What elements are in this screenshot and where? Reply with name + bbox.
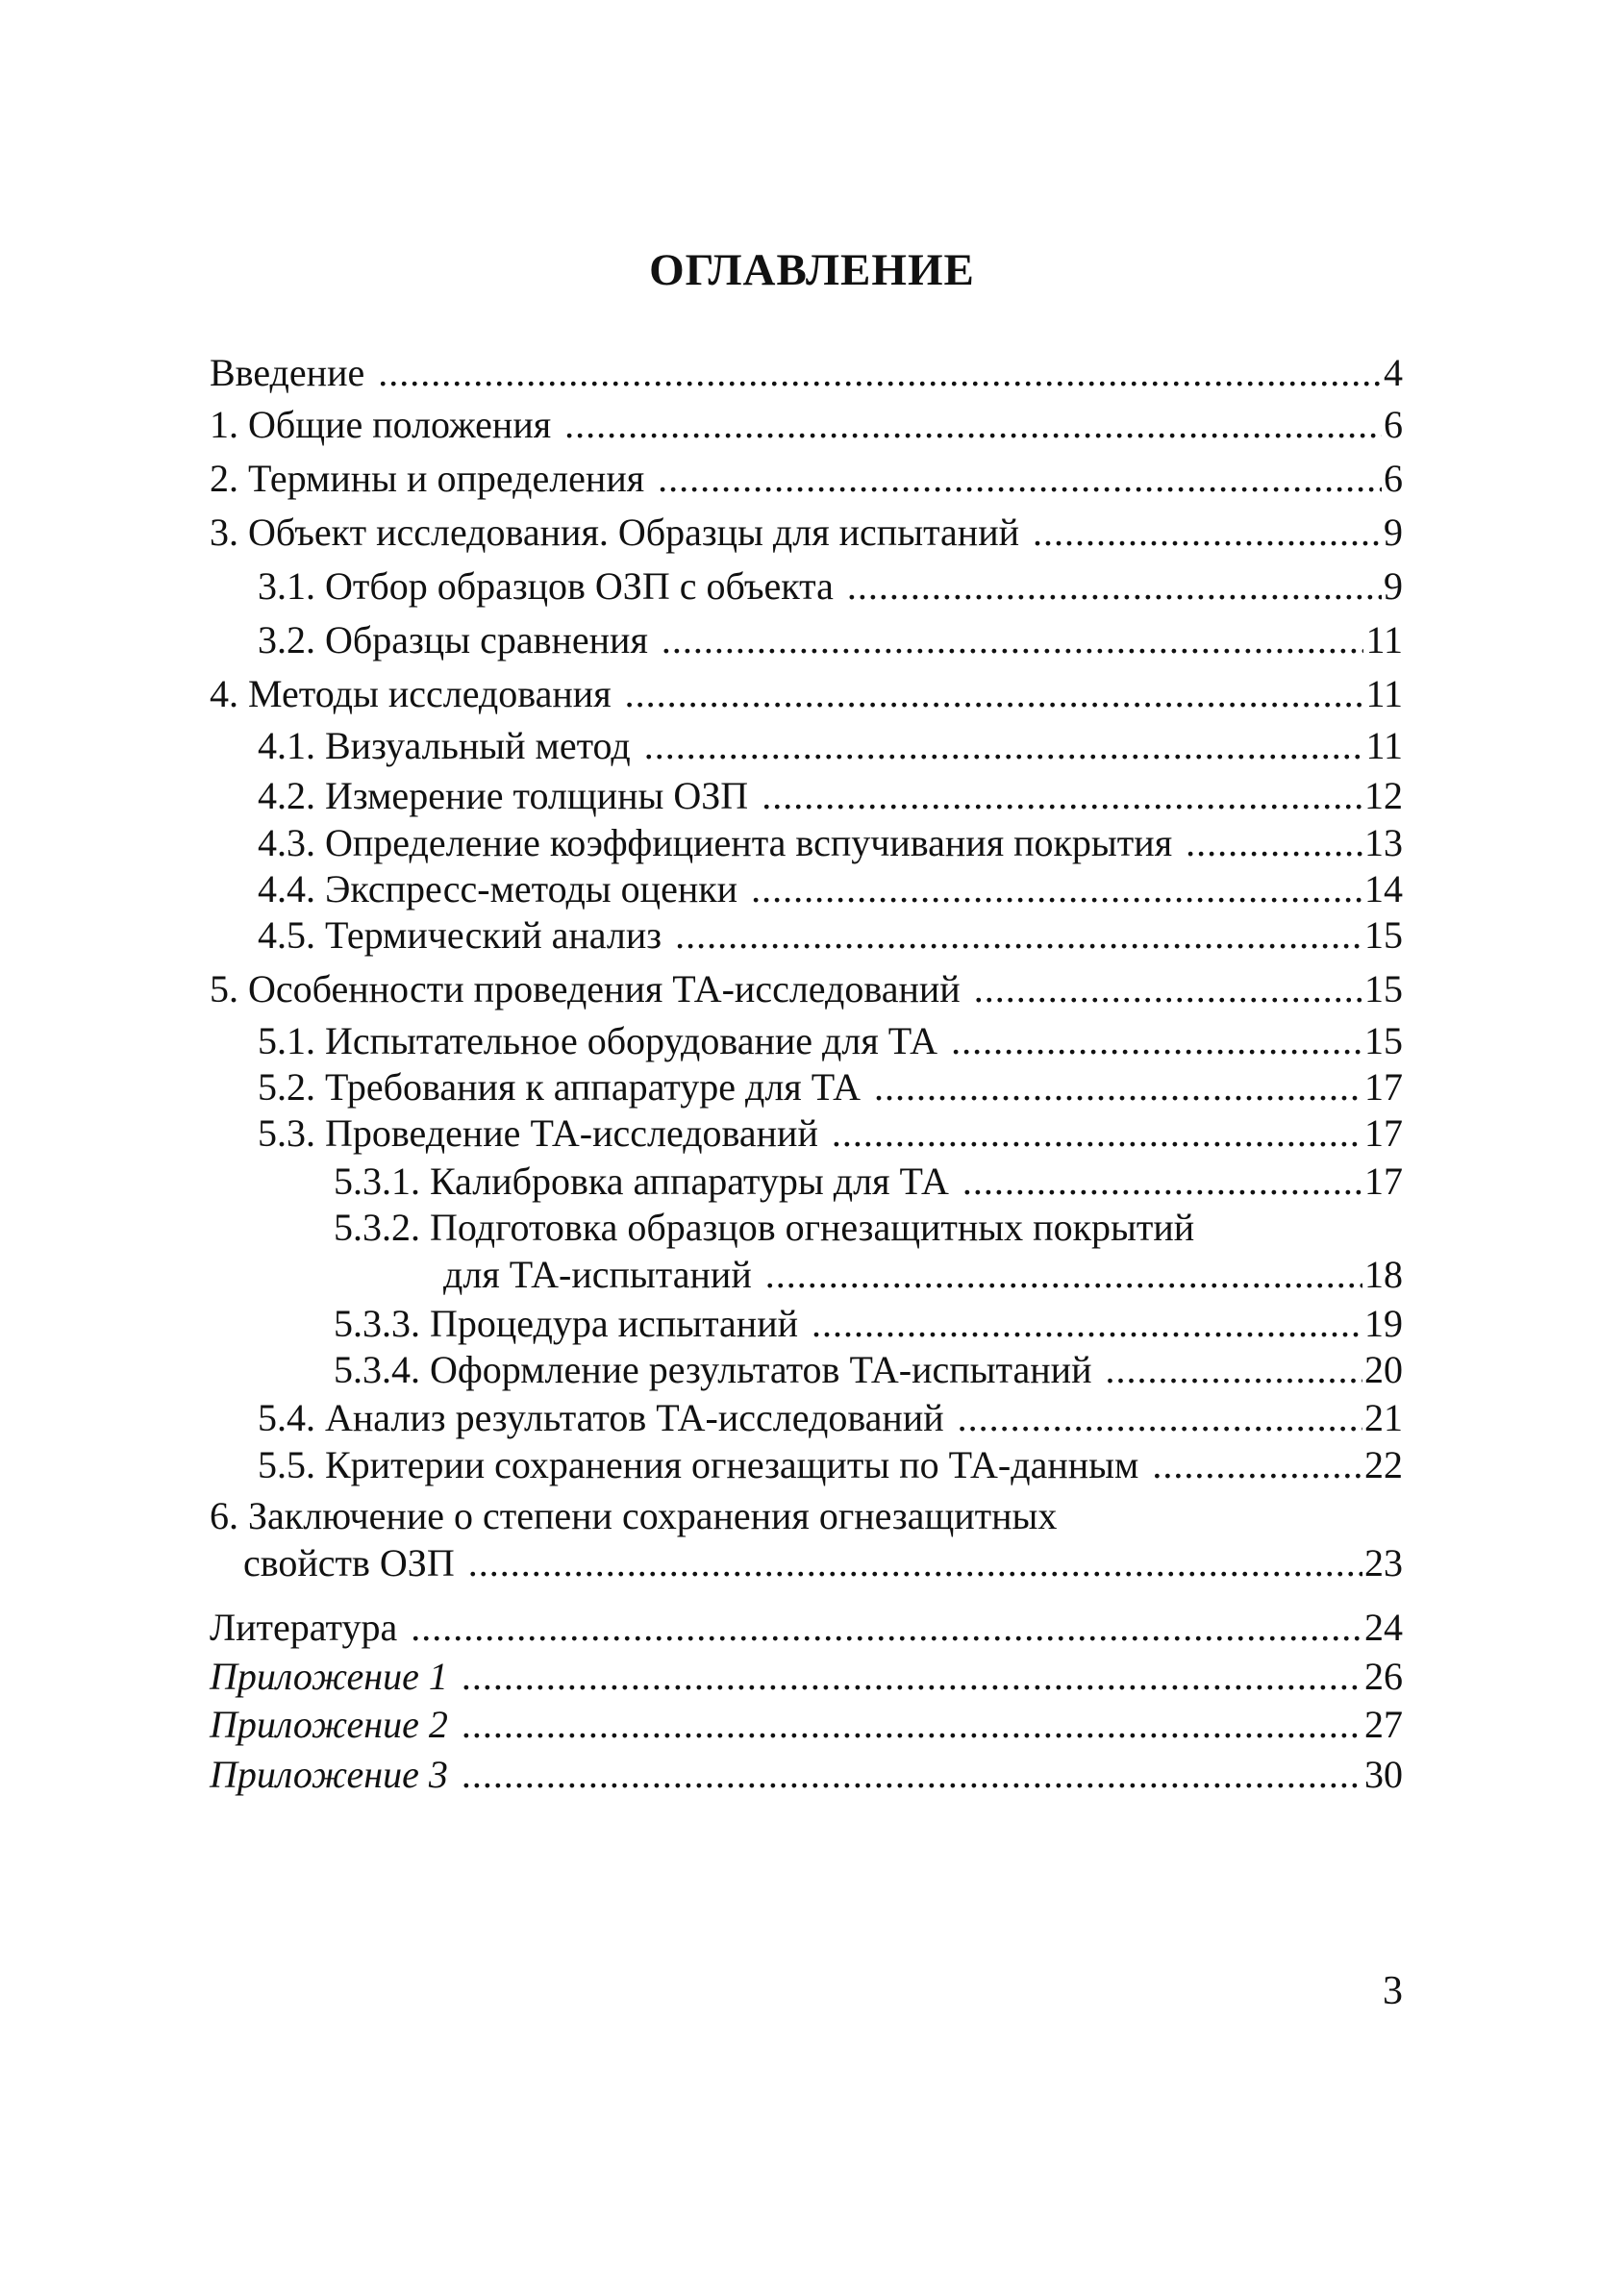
- dot-leader: [762, 773, 1362, 819]
- dot-leader: [1105, 1347, 1362, 1393]
- toc-entry-title: 3.1. Отбор образцов ОЗП с объекта: [258, 564, 834, 608]
- dot-leader: [974, 966, 1362, 1012]
- toc-row: [258, 617, 1403, 663]
- toc-row: [210, 966, 1403, 1012]
- page-title: ОГЛАВЛЕНИЕ: [649, 245, 975, 295]
- toc-row: [258, 820, 1403, 866]
- dot-leader: [564, 402, 1382, 448]
- dot-leader: [951, 1018, 1362, 1064]
- dot-leader: [812, 1301, 1362, 1347]
- toc-entry[interactable]: [0, 1018, 1624, 1064]
- dot-leader: [462, 1654, 1362, 1700]
- toc-entry-title-continuation: для ТА-испытаний: [443, 1253, 752, 1296]
- toc-entry[interactable]: [0, 1494, 1624, 1586]
- dot-leader: [847, 563, 1382, 610]
- dot-leader: [958, 1395, 1362, 1441]
- toc-entry[interactable]: [0, 1442, 1624, 1488]
- toc-entry[interactable]: [0, 912, 1624, 959]
- toc-row: [258, 866, 1403, 912]
- toc-entry-title: 4.3. Определение коэффициента вспучивания покрытия: [258, 821, 1173, 864]
- toc-row: [210, 350, 1403, 396]
- toc-entry-title: 2. Термины и определения: [210, 457, 645, 500]
- toc-entry-title: 4. Методы исследования: [210, 672, 612, 715]
- toc-entry-title: 4.2. Измерение толщины ОЗП: [258, 774, 749, 817]
- toc-row: [258, 563, 1403, 610]
- toc-page-number: 4: [1384, 351, 1403, 394]
- toc-row: [243, 1540, 1403, 1586]
- dot-leader: [644, 723, 1364, 769]
- toc-entry-title: 5.3.2. Подготовка образцов огнезащитных покрытий: [334, 1206, 1195, 1249]
- dot-leader: [411, 1605, 1362, 1651]
- toc-entry-title: 4.1. Визуальный метод: [258, 724, 631, 767]
- page-number: 3: [1383, 1969, 1403, 2013]
- toc-row: [258, 1018, 1403, 1064]
- toc-entry-title: Приложение 1: [210, 1655, 448, 1698]
- toc-page-number: 9: [1384, 564, 1403, 608]
- toc-row: [334, 1159, 1403, 1205]
- toc-row: [210, 671, 1403, 717]
- toc-entry-title: 5.3. Проведение ТА-исследований: [258, 1111, 818, 1155]
- dot-leader: [462, 1702, 1362, 1748]
- toc-row: [258, 773, 1403, 819]
- toc-entry[interactable]: [0, 617, 1624, 663]
- toc-entry-title: 5.5. Критерии сохранения огнезащиты по ТА-данным: [258, 1443, 1139, 1486]
- dot-leader: [1186, 820, 1362, 866]
- toc-page-number: 11: [1365, 618, 1403, 661]
- dot-leader: [378, 350, 1382, 396]
- toc-page-number: 18: [1364, 1253, 1403, 1296]
- toc-entry[interactable]: [0, 563, 1624, 610]
- toc-entry[interactable]: [0, 723, 1624, 769]
- toc-entry[interactable]: [0, 1395, 1624, 1441]
- toc-page-number: 19: [1364, 1302, 1403, 1345]
- toc-entry-title: Введение: [210, 351, 365, 394]
- toc-entry[interactable]: [0, 671, 1624, 717]
- toc-page-number: 6: [1384, 403, 1403, 446]
- toc-entry[interactable]: [0, 1064, 1624, 1110]
- toc-row: [210, 402, 1403, 448]
- toc-page-number: 9: [1384, 511, 1403, 554]
- dot-leader: [625, 671, 1364, 717]
- toc-row: [258, 723, 1403, 769]
- toc-entry-title: 4.4. Экспресс-методы оценки: [258, 867, 738, 910]
- toc-entry[interactable]: [0, 866, 1624, 912]
- toc-page-number: 12: [1364, 774, 1403, 817]
- dot-leader: [765, 1252, 1362, 1298]
- toc-page-number: 23: [1364, 1541, 1403, 1584]
- toc-page-number: 26: [1364, 1655, 1403, 1698]
- toc-entry-title: 5.3.4. Оформление результатов ТА-испытаний: [334, 1348, 1092, 1391]
- dot-leader: [658, 456, 1382, 502]
- toc-entry-title: 5.2. Требования к аппаратуре для ТА: [258, 1065, 862, 1109]
- toc-entry[interactable]: [0, 820, 1624, 866]
- toc-entry-title-continuation: свойств ОЗП: [243, 1541, 455, 1584]
- toc-row: [258, 912, 1403, 959]
- dot-leader: [662, 617, 1364, 663]
- toc-entry[interactable]: [0, 402, 1624, 448]
- toc-entry-title: 3.2. Образцы сравнения: [258, 618, 648, 661]
- toc-page-number: 15: [1364, 967, 1403, 1010]
- toc-entry-title: Приложение 2: [210, 1703, 448, 1746]
- toc-entry[interactable]: [0, 456, 1624, 502]
- toc-entry[interactable]: [0, 1654, 1624, 1700]
- dot-leader: [874, 1064, 1362, 1110]
- toc-row: [210, 1605, 1403, 1651]
- toc-row: [258, 1064, 1403, 1110]
- toc-entry-title: 5.3.1. Калибровка аппаратуры для ТА: [334, 1160, 949, 1203]
- toc-entry-title: 5. Особенности проведения ТА-исследований: [210, 967, 961, 1010]
- dot-leader: [1033, 510, 1382, 556]
- toc-entry[interactable]: [0, 510, 1624, 556]
- toc-entry[interactable]: [0, 1206, 1624, 1298]
- toc-entry-title: 4.5. Термический анализ: [258, 913, 662, 957]
- toc-entry-title: 5.4. Анализ результатов ТА-исследований: [258, 1396, 944, 1439]
- toc-entry[interactable]: [0, 1702, 1624, 1748]
- toc-entry[interactable]: [0, 1605, 1624, 1651]
- toc-page-number: 11: [1365, 672, 1403, 715]
- toc-entry-title: 1. Общие положения: [210, 403, 552, 446]
- dot-leader: [675, 912, 1362, 959]
- toc-entry[interactable]: [0, 1110, 1624, 1157]
- toc-entry-title: 6. Заключение о степени сохранения огнезащитных: [210, 1494, 1058, 1537]
- toc-entry[interactable]: [0, 350, 1624, 396]
- toc-page-number: 14: [1364, 867, 1403, 910]
- toc-page-number: 20: [1364, 1348, 1403, 1391]
- toc-page-number: 17: [1364, 1160, 1403, 1203]
- toc-row: [210, 1702, 1403, 1748]
- toc-row: [258, 1395, 1403, 1441]
- toc-page-number: 21: [1364, 1396, 1403, 1439]
- toc-row: [334, 1301, 1403, 1347]
- toc-entry[interactable]: [0, 966, 1624, 1012]
- toc-page-number: 22: [1364, 1443, 1403, 1486]
- toc-page-number: 27: [1364, 1703, 1403, 1746]
- toc-row: [443, 1252, 1403, 1298]
- toc-row: [210, 1752, 1403, 1798]
- toc-page-number: 17: [1364, 1111, 1403, 1155]
- dot-leader: [751, 866, 1362, 912]
- toc-page-number: 15: [1364, 913, 1403, 957]
- toc-row: [210, 456, 1403, 502]
- toc-row: [210, 1654, 1403, 1700]
- dot-leader: [468, 1540, 1362, 1586]
- toc-entry[interactable]: [0, 1752, 1624, 1798]
- toc-page-number: 13: [1364, 821, 1403, 864]
- toc-page-number: 24: [1364, 1606, 1403, 1649]
- toc-page-number: 15: [1364, 1019, 1403, 1062]
- toc-row: [258, 1110, 1403, 1157]
- toc-entry-title: Приложение 3: [210, 1753, 448, 1796]
- toc-entry[interactable]: [0, 1159, 1624, 1205]
- toc-entry-title: 3. Объект исследования. Образцы для испытаний: [210, 511, 1020, 554]
- dot-leader: [832, 1110, 1362, 1157]
- dot-leader: [462, 1752, 1362, 1798]
- toc-page-number: 11: [1365, 724, 1403, 767]
- toc-entry[interactable]: [0, 1301, 1624, 1347]
- toc-row: [210, 510, 1403, 556]
- toc-entry-title: Литература: [210, 1606, 398, 1649]
- dot-leader: [962, 1159, 1362, 1205]
- toc-entry-title: 5.1. Испытательное оборудование для ТА: [258, 1019, 938, 1062]
- toc-page-number: 17: [1364, 1065, 1403, 1109]
- toc-page-number: 6: [1384, 457, 1403, 500]
- toc-entry[interactable]: [0, 773, 1624, 819]
- toc-entry-title: 5.3.3. Процедура испытаний: [334, 1302, 799, 1345]
- toc-row: [258, 1442, 1403, 1488]
- toc-page-number: 30: [1364, 1753, 1403, 1796]
- toc-row: [334, 1347, 1403, 1393]
- dot-leader: [1152, 1442, 1362, 1488]
- toc-entry[interactable]: [0, 1347, 1624, 1393]
